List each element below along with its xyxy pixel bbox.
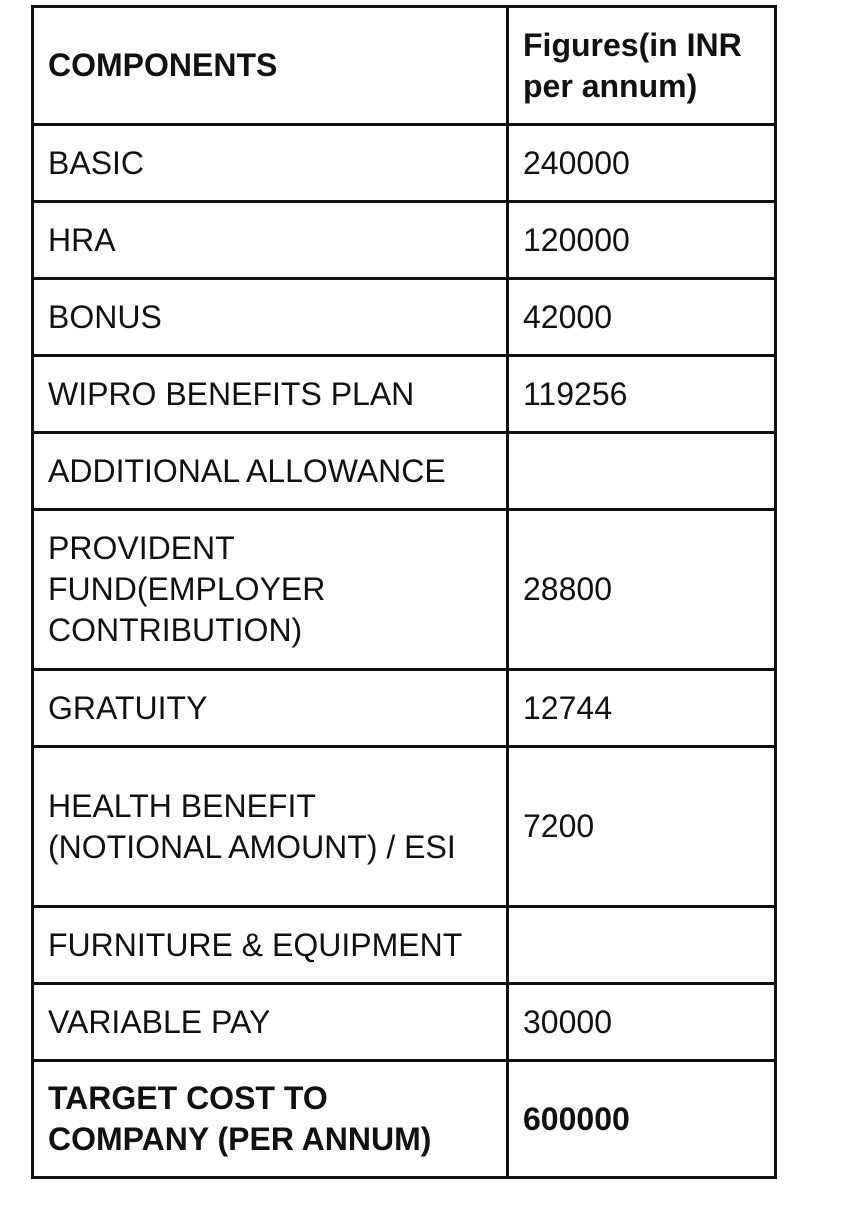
- value-cell: 30000: [508, 984, 776, 1061]
- value-cell: 7200: [508, 747, 776, 907]
- component-cell: ADDITIONAL ALLOWANCE: [33, 433, 508, 510]
- total-row: [33, 1061, 776, 1178]
- value-cell: 12744: [508, 670, 776, 747]
- component-cell: VARIABLE PAY: [33, 984, 508, 1061]
- header-components: COMPONENTS: [33, 7, 508, 125]
- component-cell: BASIC: [33, 125, 508, 202]
- table-row: [33, 907, 776, 984]
- value-cell: [508, 433, 776, 510]
- table-row: [33, 356, 776, 433]
- component-cell: FURNITURE & EQUIPMENT: [33, 907, 508, 984]
- component-cell: PROVIDENT FUND(EMPLOYER CONTRIBUTION): [33, 510, 508, 670]
- component-cell: GRATUITY: [33, 670, 508, 747]
- component-cell: BONUS: [33, 279, 508, 356]
- component-cell: HRA: [33, 202, 508, 279]
- component-cell: HEALTH BENEFIT (NOTIONAL AMOUNT) / ESI: [33, 747, 508, 907]
- total-label: TARGET COST TO COMPANY (PER ANNUM): [33, 1061, 508, 1178]
- table-row: [33, 984, 776, 1061]
- value-cell: 119256: [508, 356, 776, 433]
- value-cell: 240000: [508, 125, 776, 202]
- value-cell: [508, 907, 776, 984]
- table-row: [33, 510, 776, 670]
- header-figures: Figures(in INR per annum): [508, 7, 776, 125]
- value-cell: 28800: [508, 510, 776, 670]
- component-cell: WIPRO BENEFITS PLAN: [33, 356, 508, 433]
- table-row: [33, 125, 776, 202]
- value-cell: 42000: [508, 279, 776, 356]
- total-value: 600000: [508, 1061, 776, 1178]
- table-row: [33, 202, 776, 279]
- table-row: [33, 670, 776, 747]
- salary-components-table: [31, 5, 777, 1179]
- table-row: [33, 279, 776, 356]
- table-row: [33, 747, 776, 907]
- value-cell: 120000: [508, 202, 776, 279]
- table-row: [33, 433, 776, 510]
- table-header-row: [33, 7, 776, 125]
